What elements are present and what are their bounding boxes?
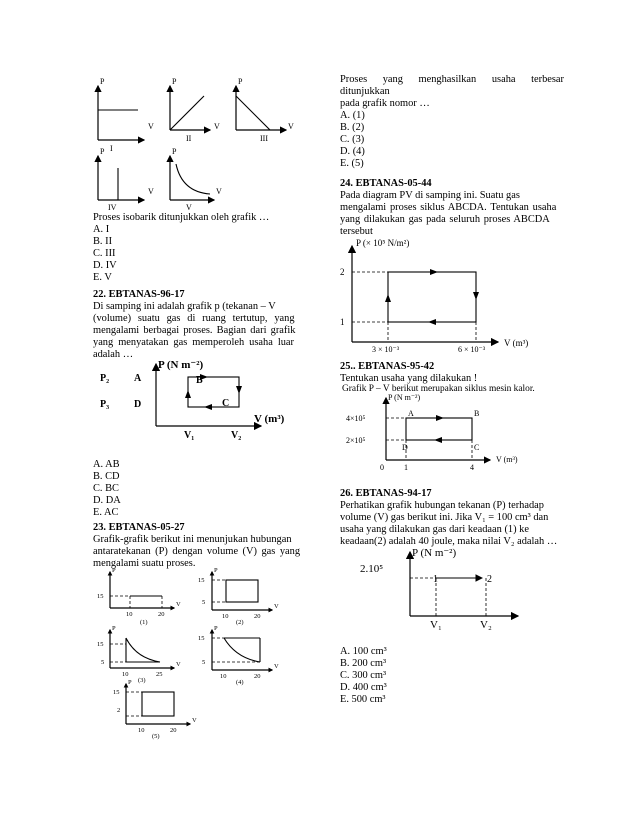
q22-option-c: C. BC bbox=[93, 483, 119, 494]
qtop-option-e: E. (5) bbox=[340, 158, 364, 169]
q23-g1-v: V bbox=[176, 601, 181, 608]
q23-g2-y5: 5 bbox=[202, 599, 206, 606]
q22-line-1: Di samping ini adalah grafik p (tekanan – V bbox=[93, 301, 276, 312]
qtop-word-5: terbesar bbox=[531, 74, 564, 85]
graph-iv-label: IV bbox=[108, 203, 117, 212]
q25-title: 25.. EBTANAS-95-42 bbox=[340, 361, 435, 372]
q25-point-b: B bbox=[474, 409, 480, 418]
q22-option-e: E. AC bbox=[93, 507, 119, 518]
q26-line-4: keadaan(2) adalah 40 joule, maka nilai V₂ adalah … bbox=[340, 536, 558, 547]
q22-v1: V₁ bbox=[184, 430, 195, 441]
q23-graph-1 bbox=[97, 567, 181, 626]
q22-p-axis: P (N m⁻²) bbox=[158, 359, 204, 371]
graph-ii-p: P bbox=[172, 77, 177, 86]
q23-g2-x20: 20 bbox=[254, 613, 261, 620]
q26-pt1: 1 bbox=[433, 574, 438, 585]
q24-graph bbox=[338, 238, 568, 353]
graph-i-v: V bbox=[148, 122, 154, 131]
q23-graph-5 bbox=[113, 679, 197, 740]
qtop-word-4: usaha bbox=[491, 74, 516, 85]
q25-point-c: C bbox=[474, 443, 480, 452]
q23-g1-p: P bbox=[112, 567, 116, 574]
q25-point-a: A bbox=[408, 409, 414, 418]
graph-iii-label: III bbox=[260, 134, 268, 143]
q26-option-e: E. 500 cm³ bbox=[340, 694, 386, 705]
q25-line-1: Tentukan usaha yang dilakukan ! bbox=[340, 373, 478, 384]
q23-g4-x20: 20 bbox=[254, 673, 261, 680]
q22-option-b: B. CD bbox=[93, 471, 120, 482]
q26-title: 26. EBTANAS-94-17 bbox=[340, 488, 432, 499]
q23-g1-label: (1) bbox=[140, 619, 148, 626]
q23-g5-v: V bbox=[192, 717, 197, 724]
q22-line-4: yang menyatakan gas memperoleh usaha luar bbox=[93, 337, 294, 348]
graph-iii-v: V bbox=[288, 122, 294, 131]
q25-x0: 0 bbox=[380, 463, 384, 472]
q23-title: 23. EBTANAS-05-27 bbox=[93, 522, 185, 533]
q23-g5-x10: 10 bbox=[138, 727, 145, 734]
q22-title: 22. EBTANAS-96-17 bbox=[93, 289, 185, 300]
qtop-option-c: C. (3) bbox=[340, 134, 365, 145]
graph-i-label: I bbox=[110, 144, 113, 153]
graph-i-p: P bbox=[100, 77, 105, 86]
q26-option-c: C. 300 cm³ bbox=[340, 670, 387, 681]
q26-line-2: volume (V) gas berikut ini. Jika V₁ = 100 cm³ dan bbox=[340, 512, 549, 523]
q22-option-a: A. AB bbox=[93, 459, 120, 470]
q23-g5-x20: 20 bbox=[170, 727, 177, 734]
q24-x1: 3 × 10⁻³ bbox=[372, 345, 400, 354]
q23-line-3: mengalami suatu proses. bbox=[93, 558, 196, 569]
q23-line-2: antaratekanan (P) dengan volume (V) gas yang bbox=[93, 546, 301, 557]
q23-g2-label: (2) bbox=[236, 619, 244, 626]
q26-option-d: D. 400 cm³ bbox=[340, 682, 387, 693]
q22-line-2: (volume) suatu gas di ruang tertutup, yang bbox=[93, 313, 295, 324]
q23-graph-2 bbox=[198, 567, 279, 626]
graph-i bbox=[98, 77, 154, 153]
q23-g4-label: (4) bbox=[236, 679, 244, 686]
q25-p-axis: P (N m⁻²) bbox=[388, 393, 421, 402]
q22-v2: V₂ bbox=[231, 430, 242, 441]
q23-g3-x25: 25 bbox=[156, 671, 163, 678]
q23-g4-x10: 10 bbox=[220, 673, 227, 680]
qtop-line-1 bbox=[340, 74, 564, 87]
q23-line-1: Grafik-grafik berikut ini menunjukan hubungan bbox=[93, 534, 292, 545]
q23-g3-x10: 10 bbox=[122, 671, 129, 678]
q23-g1-x10: 10 bbox=[126, 611, 133, 618]
q23-graph-4 bbox=[198, 625, 279, 686]
graph-ii-v: V bbox=[214, 122, 220, 131]
q22-point-c: C bbox=[222, 398, 230, 409]
q23-g4-v: V bbox=[274, 663, 279, 670]
graph-v-v: V bbox=[216, 187, 222, 196]
qtop-option-d: D. (4) bbox=[340, 146, 365, 157]
top-graphs bbox=[86, 68, 296, 218]
q22-graph bbox=[96, 356, 326, 456]
q22-point-b: B bbox=[196, 375, 203, 386]
q26-line-1: Perhatikan grafik hubungan tekanan (P) terhadap bbox=[340, 500, 544, 511]
q22-line-5: adalah … bbox=[93, 349, 134, 360]
q23-g3-y15: 15 bbox=[97, 641, 104, 648]
q25-y4: 4×10⁵ bbox=[346, 414, 366, 423]
q22-v-axis: V (m³) bbox=[254, 413, 285, 425]
q23-g3-v: V bbox=[176, 661, 181, 668]
q24-line-4: tersebut bbox=[340, 226, 373, 237]
q23-g3-label: (3) bbox=[138, 677, 146, 684]
graph-iii bbox=[236, 77, 294, 143]
q23-g4-y5: 5 bbox=[202, 659, 206, 666]
graph-v-p: P bbox=[172, 147, 177, 156]
q23-g4-p: P bbox=[214, 625, 218, 632]
q25-caption: Grafik P – V berikut merupakan siklus mesin kalor. bbox=[342, 384, 535, 394]
q25-x1: 1 bbox=[404, 463, 408, 472]
isobaric-option-b: B. II bbox=[93, 236, 113, 247]
q23-g1-y15: 15 bbox=[97, 593, 104, 600]
q24-line-2: mengalami proses siklus ABCDA. Tentukan usaha bbox=[340, 202, 557, 213]
qtop-word-2: yang bbox=[382, 74, 403, 85]
q24-title: 24. EBTANAS-05-44 bbox=[340, 178, 432, 189]
q26-graph bbox=[340, 544, 540, 632]
q23-g5-label: (5) bbox=[152, 733, 160, 740]
isobaric-option-e: E. V bbox=[93, 272, 112, 283]
q22-p2: P₂ bbox=[100, 373, 110, 384]
q24-line-3: yang dilakukan gas pada seluruh proses ABCDA bbox=[340, 214, 550, 225]
graph-iv bbox=[98, 147, 154, 212]
q26-line-3: usaha yang dilakukan gas dari keadaan (1) ke bbox=[340, 524, 529, 535]
q26-p-axis: P (N m⁻²) bbox=[412, 547, 457, 559]
q22-option-d: D. DA bbox=[93, 495, 121, 506]
q25-graph bbox=[340, 394, 540, 476]
q24-y1: 1 bbox=[340, 317, 345, 327]
q23-graph-3 bbox=[97, 625, 181, 684]
isobaric-option-c: C. III bbox=[93, 248, 116, 259]
q22-point-d: D bbox=[134, 399, 142, 410]
isobaric-option-a: A. I bbox=[93, 224, 110, 235]
graph-iii-p: P bbox=[238, 77, 243, 86]
graph-iv-p: P bbox=[100, 147, 105, 156]
graph-v-label: V bbox=[186, 203, 192, 212]
right-column bbox=[320, 0, 638, 826]
q25-x4: 4 bbox=[470, 463, 474, 472]
q26-v1: V₁ bbox=[430, 619, 442, 631]
q26-v2: V₂ bbox=[480, 619, 492, 631]
graph-iv-v: V bbox=[148, 187, 154, 196]
q25-v-axis: V (m³) bbox=[496, 455, 518, 464]
q23-g3-p: P bbox=[112, 625, 116, 632]
q25-point-d: D bbox=[402, 443, 408, 452]
q24-x2: 6 × 10⁻³ bbox=[458, 345, 486, 354]
qtop-line-2: ditunjukkan bbox=[340, 86, 390, 97]
q23-g4-y15: 15 bbox=[198, 635, 205, 642]
q23-g1-x20: 20 bbox=[158, 611, 165, 618]
graph-ii-label: II bbox=[186, 134, 192, 143]
graph-v bbox=[170, 147, 222, 212]
q22-point-a: A bbox=[134, 373, 142, 384]
q22-p3: P₃ bbox=[100, 399, 110, 410]
q23-g5-y2: 2 bbox=[117, 707, 121, 714]
qtop-line-3: pada grafik nomor … bbox=[340, 98, 430, 109]
graph-ii bbox=[170, 77, 220, 143]
q26-option-b: B. 200 cm³ bbox=[340, 658, 387, 669]
q23-g3-y5: 5 bbox=[101, 659, 105, 666]
isobaric-question-stem: Proses isobarik ditunjukkan oleh grafik … bbox=[93, 212, 270, 223]
qtop-option-a: A. (1) bbox=[340, 110, 365, 121]
q24-p-axis: P (× 10⁵ N/m²) bbox=[356, 238, 410, 248]
q26-p-val: 2.10⁵ bbox=[360, 563, 384, 575]
qtop-word-3: menghasilkan bbox=[418, 74, 477, 85]
q24-v-axis: V (m³) bbox=[504, 338, 529, 348]
qtop-word-1: Proses bbox=[340, 74, 368, 85]
q23-g2-v: V bbox=[274, 603, 279, 610]
q23-g2-p: P bbox=[214, 567, 218, 574]
q26-pt2: 2 bbox=[487, 574, 492, 585]
q22-line-3: mengalami berbagai proses. Bagian dari grafik bbox=[93, 325, 296, 336]
q23-graphs bbox=[96, 566, 296, 741]
q24-line-1: Pada diagram PV di samping ini. Suatu gas bbox=[340, 190, 520, 201]
q23-g2-x10: 10 bbox=[222, 613, 229, 620]
isobaric-option-d: D. IV bbox=[93, 260, 117, 271]
q23-g5-y15: 15 bbox=[113, 689, 120, 696]
q23-g2-y15: 15 bbox=[198, 577, 205, 584]
q23-g5-p: P bbox=[128, 679, 132, 686]
q25-y2: 2×10⁵ bbox=[346, 436, 366, 445]
qtop-option-b: B. (2) bbox=[340, 122, 365, 133]
q24-y2: 2 bbox=[340, 267, 345, 277]
q26-option-a: A. 100 cm³ bbox=[340, 646, 387, 657]
